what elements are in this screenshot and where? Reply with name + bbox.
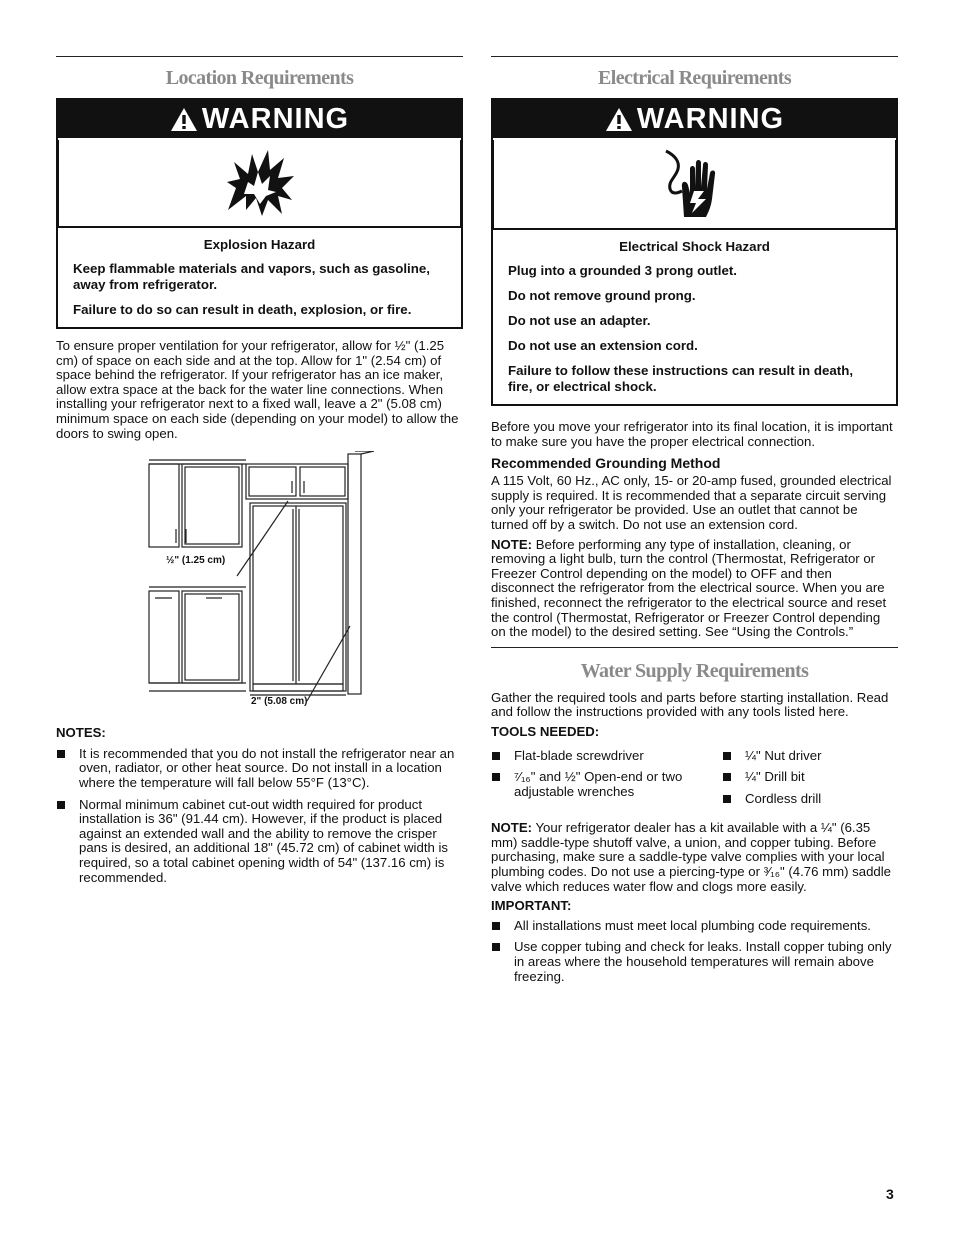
refrigerator-clearance-diagram <box>56 451 463 721</box>
side-clearance-label: ½" (1.25 cm) <box>166 555 226 567</box>
grounding-title: Recommended Grounding Method <box>491 455 721 472</box>
ventilation-paragraph: To ensure proper ventilation for your refrigerator, allow for ½" (1.25 cm) of space on each side and at the top. Allow for 1" (2.54 cm) of space behind the refrigerator. If your refrigerator has an ice maker, allow extra space at the back for the water line connections. When installing your refrigerator next to a fixed wall, leave a 2" (5.08 cm) minimum space on each side (depending on your model) to allow the doors to swing open. <box>56 338 459 441</box>
note-text: Your refrigerator dealer has a kit available with a ¼" (6.35 mm) saddle-type shutoff valve, a union, and copper tubing. Before purchasing, make sure a saddle-type valve complies with your local plumbing codes. Do not use a piercing-type or ³⁄₁₆" (4.76 mm) saddle valve which reduces water flow and clogs more easily. <box>491 820 892 894</box>
hazard-line: Keep flammable materials and vapors, such as gasoline, away from refrigerator. <box>73 261 430 292</box>
shock-warning-box <box>491 98 898 406</box>
notes-list <box>56 747 463 885</box>
section-divider <box>56 56 463 57</box>
location-heading: Location Requirements <box>165 67 354 89</box>
warning-banner <box>493 100 896 138</box>
shock-warning-text <box>493 230 896 404</box>
grounding-text: A 115 Volt, 60 Hz., AC only, 15- or 20-amp fused, grounded electrical supply is required. It is recommended that a separate circuit serving only your refrigerator be provided. Use an outlet that cannot be turned off by a switch. Do not use an extension cord. <box>491 473 892 532</box>
hazard-title: Explosion Hazard <box>203 237 316 252</box>
hazard-title: Electrical Shock Hazard <box>619 239 770 254</box>
warning-label: WARNING <box>636 102 785 135</box>
section-divider <box>491 647 898 648</box>
tools-column <box>722 749 898 814</box>
explosion-warning-text <box>58 228 461 327</box>
list-item: ¼" Nut driver <box>722 749 898 764</box>
hazard-line: Failure to follow these instructions can result in death, fire, or electrical shock. <box>508 363 854 394</box>
electrical-note <box>491 538 898 640</box>
list-item: ¼" Drill bit <box>722 770 898 785</box>
note-label: NOTE: <box>491 536 533 552</box>
list-item: It is recommended that you do not install the refrigerator near an oven, radiator, or other heat source. Do not install in a location where the temperature will fall below 55°F (13°C). <box>56 747 463 791</box>
note-label: NOTE: <box>491 820 533 836</box>
note-text: Before performing any type of installation, cleaning, or removing a light bulb, turn the control (Thermostat, Refrigerator or Freezer Control depending on the model) to OFF and then disconnect the refrigerator from the electrical source. When you are finished, reconnect the refrigerator to the electrical source and reset the control (Thermostat, Refrigerator or Freezer Control depending on the model) to the desired setting. See “Using the Controls.” <box>491 536 887 640</box>
warning-label: WARNING <box>201 102 350 135</box>
tools-title: TOOLS NEEDED: <box>491 723 600 739</box>
hazard-line: Plug into a grounded 3 prong outlet. <box>508 263 737 278</box>
warning-triangle-icon <box>605 107 633 132</box>
hazard-line: Do not remove ground prong. <box>508 288 696 303</box>
warning-triangle-icon <box>170 107 198 132</box>
page-number: 3 <box>886 1186 894 1202</box>
kitchen-cabinet-illustration <box>56 451 463 721</box>
water-heading: Water Supply Requirements <box>580 659 809 682</box>
tools-list <box>491 749 898 814</box>
list-item: Flat-blade screwdriver <box>491 749 722 764</box>
explosion-warning-box <box>56 98 463 329</box>
list-item: ⁷⁄₁₆" and ½" Open-end or two adjustable wrenches <box>491 770 722 799</box>
warning-banner <box>58 100 461 138</box>
electrical-section <box>491 56 898 991</box>
wall-clearance-label: 2" (5.08 cm) <box>251 696 308 708</box>
electrical-heading: Electrical Requirements <box>598 67 791 89</box>
explosion-icon <box>224 148 296 218</box>
list-item: All installations must meet local plumbing code requirements. <box>491 919 898 934</box>
important-title: IMPORTANT: <box>491 898 572 914</box>
electrical-intro: Before you move your refrigerator into its final location, it is important to make sure you have the proper electrical connection. <box>491 419 893 449</box>
location-section <box>56 56 463 892</box>
notes-title: NOTES: <box>56 725 106 741</box>
electric-shock-hand-icon <box>660 147 730 221</box>
section-divider <box>491 56 898 57</box>
list-item: Normal minimum cabinet cut-out width required for product installation is 36" (91.44 cm). However, if the product is placed against an extended wall and the ability to remove the crisper pans is desired, an additional 18" (45.72 cm) of cabinet width is required, so a total cabinet opening width of 54" (137.16 cm) is recommended. <box>56 798 463 886</box>
hazard-line: Do not use an extension cord. <box>508 338 698 353</box>
water-note <box>491 821 898 894</box>
list-item: Cordless drill <box>722 792 898 807</box>
water-intro: Gather the required tools and parts before starting installation. Read and follow the instructions provided with any tools listed here. <box>491 689 889 720</box>
explosion-icon-area <box>58 140 461 228</box>
list-item: Use copper tubing and check for leaks. Install copper tubing only in areas where the household temperatures will remain above freezing. <box>491 940 898 984</box>
hazard-line: Failure to do so can result in death, explosion, or fire. <box>73 302 412 317</box>
hazard-line: Do not use an adapter. <box>508 313 651 328</box>
shock-icon-area <box>493 140 896 230</box>
tools-column <box>491 749 722 814</box>
important-list <box>491 919 898 984</box>
